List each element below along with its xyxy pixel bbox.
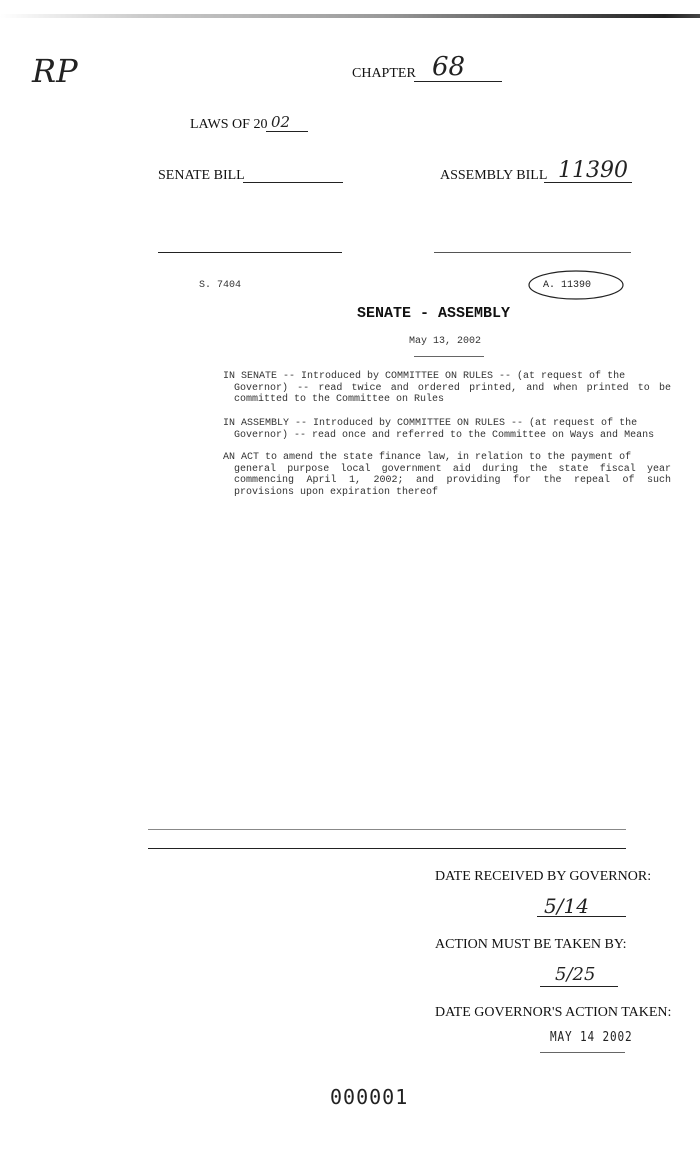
laws-underline — [266, 131, 308, 132]
action-taken-stamp: MAY 14 2002 — [550, 1030, 633, 1045]
blank-line-right — [434, 252, 631, 253]
paragraph-continuation: general purpose local government aid during the state fiscal year commencing April 1, 2002; and providing for the repeal of such provisions upon expiration thereof — [234, 463, 671, 498]
action-by-line — [540, 986, 618, 987]
senate-bill-label: SENATE BILL — [158, 168, 245, 183]
chapter-label: CHAPTER — [352, 66, 416, 81]
senate-ref: S. 7404 — [199, 280, 242, 291]
paragraph-first-line: IN ASSEMBLY -- Introduced by COMMITTEE ON RULES -- (at request of the — [223, 418, 638, 429]
paragraph-continuation: Governor) -- read twice and ordered printed, and when printed to be committed to the Committee on Rules — [234, 382, 671, 405]
assembly-ref: A. 11390 — [543, 280, 592, 291]
lower-rule-2 — [148, 848, 626, 849]
scan-edge-band — [0, 14, 700, 18]
assembly-bill-label: ASSEMBLY BILL — [440, 168, 548, 183]
received-line — [537, 916, 626, 917]
laws-label: LAWS OF 20 — [190, 117, 268, 132]
received-value: 5/14 — [544, 894, 589, 918]
senate-bill-line — [243, 182, 343, 183]
date: May 13, 2002 — [409, 336, 482, 347]
paragraph-senate — [223, 371, 671, 406]
chapter-number: 68 — [432, 52, 466, 82]
action-taken-label: DATE GOVERNOR'S ACTION TAKEN: — [435, 1005, 672, 1020]
assembly-bill-value: 11390 — [558, 158, 628, 183]
action-by-value: 5/25 — [555, 964, 596, 985]
received-label: DATE RECEIVED BY GOVERNOR: — [435, 869, 652, 884]
lower-rule-1 — [148, 829, 626, 830]
paragraph-act — [223, 452, 671, 498]
blank-line-left — [158, 252, 342, 253]
action-taken-line — [540, 1052, 625, 1053]
paragraph-continuation: Governor) -- read once and referred to the Committee on Ways and Means — [234, 429, 655, 441]
paragraph-first-line: AN ACT to amend the state finance law, in relation to the payment of — [223, 452, 632, 463]
document-heading: SENATE - ASSEMBLY — [357, 305, 511, 322]
paragraph-first-line: IN SENATE -- Introduced by COMMITTEE ON RULES -- (at request of the — [223, 371, 626, 382]
action-by-label: ACTION MUST BE TAKEN BY: — [435, 937, 627, 952]
date-rule — [414, 356, 484, 357]
page-number: 000001 — [330, 1085, 409, 1109]
laws-year: 02 — [271, 113, 291, 131]
margin-initials: RP — [32, 52, 78, 90]
paragraph-assembly — [223, 418, 671, 441]
